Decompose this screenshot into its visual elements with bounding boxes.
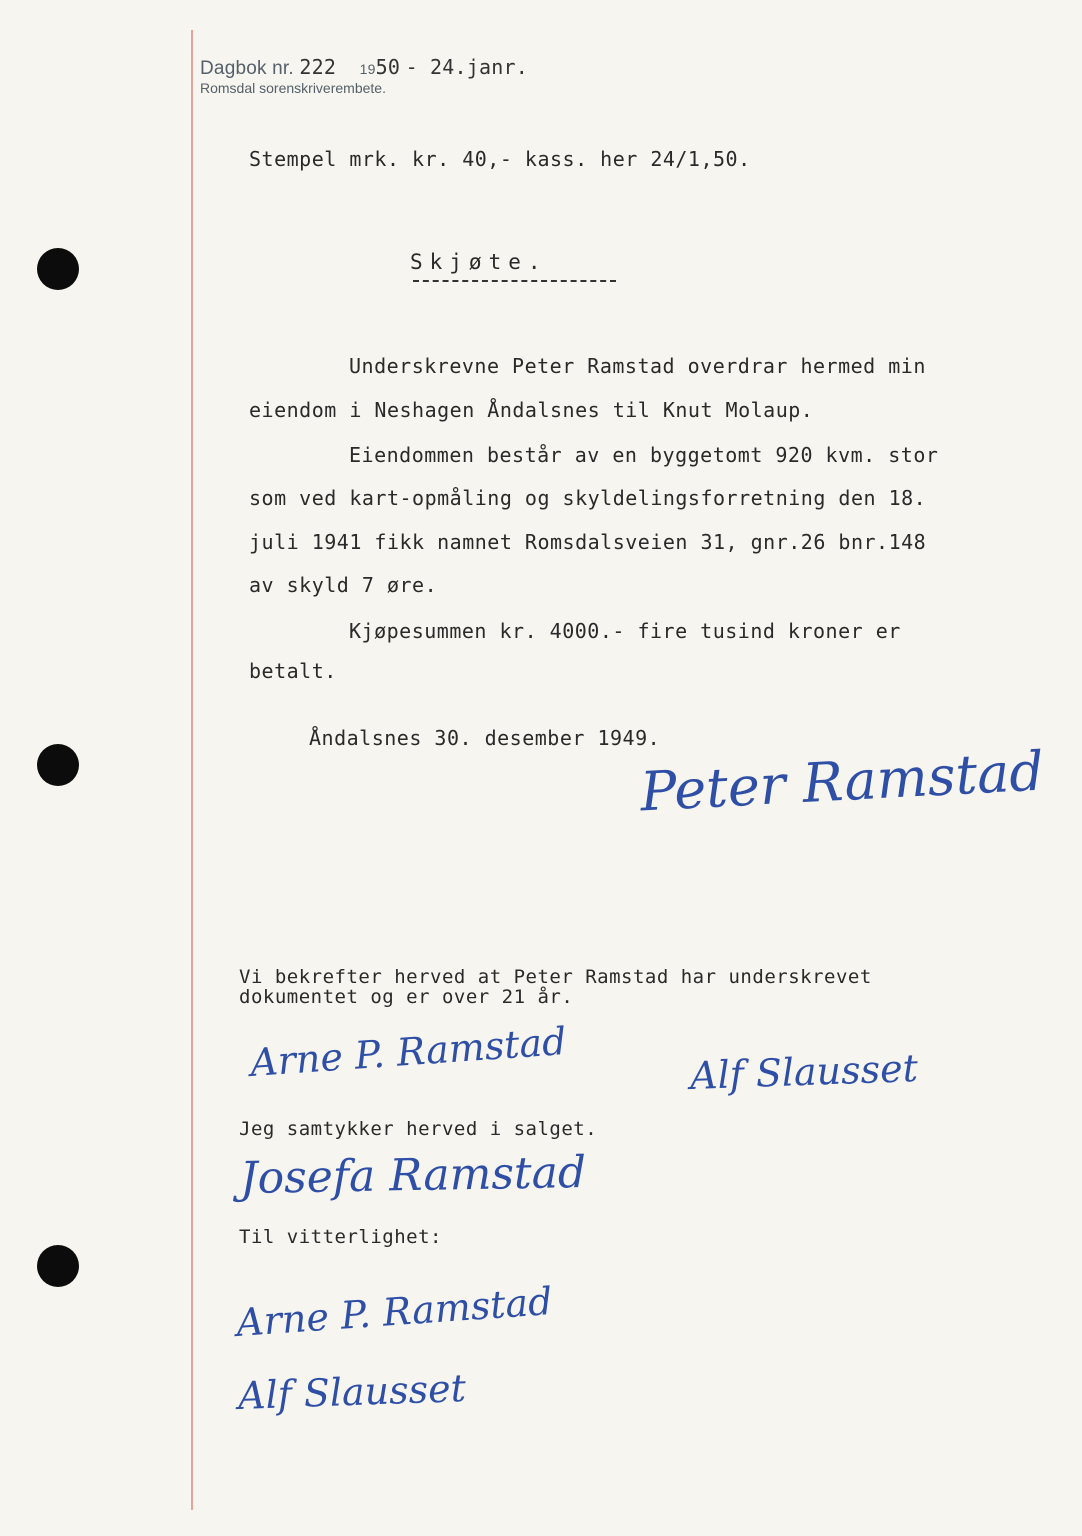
punch-hole bbox=[37, 744, 79, 786]
signature-peter-ramstad: Peter Ramstad bbox=[638, 739, 1046, 824]
body-line: av skyld 7 øre. bbox=[249, 573, 438, 597]
year-prefix: 19 bbox=[359, 61, 376, 77]
document-heading: Skjøte. bbox=[410, 250, 548, 274]
witness-line: Vi bekrefter herved at Peter Ramstad har underskrevet bbox=[239, 966, 872, 988]
body-line: Underskrevne Peter Ramstad overdrar hermed min bbox=[349, 354, 926, 378]
body-line: betalt. bbox=[249, 659, 337, 683]
dagbok-number: 222 bbox=[299, 55, 337, 79]
body-line: som ved kart-opmåling og skyldelingsforretning den 18. bbox=[249, 486, 927, 510]
signature-witness-1: Arne P. Ramstad bbox=[248, 1019, 568, 1085]
signature-vitterlighet-2: Alf Slausset bbox=[237, 1366, 467, 1418]
stamp-date: - 24.janr. bbox=[405, 55, 528, 79]
year-suffix: 50 bbox=[375, 55, 401, 79]
body-line: Eiendommen består av en byggetomt 920 kvm. stor bbox=[349, 443, 939, 467]
punch-hole bbox=[37, 1245, 79, 1287]
signature-witness-2: Alf Slausset bbox=[689, 1046, 919, 1098]
consent-line: Jeg samtykker herved i salget. bbox=[239, 1118, 598, 1140]
stempel-line: Stempel mrk. kr. 40,- kass. her 24/1,50. bbox=[249, 147, 751, 171]
punch-hole bbox=[37, 248, 79, 290]
place-date: Åndalsnes 30. desember 1949. bbox=[309, 726, 661, 750]
margin-line bbox=[191, 30, 193, 1510]
dagbok-label: Dagbok nr. bbox=[200, 58, 294, 79]
witness-line: dokumentet og er over 21 år. bbox=[239, 986, 574, 1008]
signature-vitterlighet-1: Arne P. Ramstad bbox=[234, 1279, 554, 1345]
body-line: Kjøpesummen kr. 4000.- fire tusind kroner er bbox=[349, 619, 901, 643]
body-line: eiendom i Neshagen Åndalsnes til Knut Molaup. bbox=[249, 398, 814, 422]
dagbok-stamp bbox=[200, 55, 528, 80]
heading-underline bbox=[413, 280, 616, 282]
signature-josefa-ramstad: Josefa Ramstad bbox=[239, 1146, 587, 1205]
vitterlighet-label: Til vitterlighet: bbox=[239, 1226, 442, 1248]
body-line: juli 1941 fikk namnet Romsdalsveien 31, gnr.26 bnr.148 bbox=[249, 530, 927, 554]
office-stamp: Romsdal sorenskriverembete. bbox=[200, 80, 386, 96]
